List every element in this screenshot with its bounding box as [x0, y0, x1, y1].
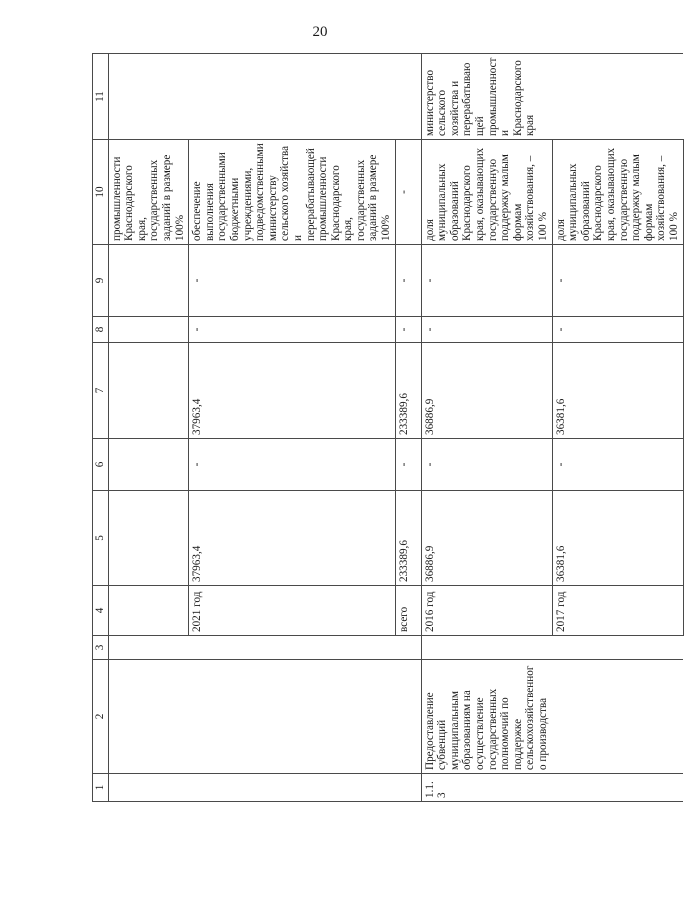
cell-indicator: промышленности Краснодарского края, государственных заданий в размере 100%: [108, 140, 189, 245]
cell-empty: [108, 245, 189, 317]
cell-value: 233389,6: [395, 343, 421, 439]
cell-empty: [552, 660, 683, 774]
cell-empty: [189, 660, 396, 774]
cell-activity-name: Предоставление субвенций муниципальным образованиям на осуществление государственных полномочий по поддержке сельскохозяйственного производства: [421, 660, 552, 774]
table-row: [421, 54, 552, 802]
cell-empty: [108, 774, 189, 802]
cell-total: 36381,6: [552, 491, 683, 586]
col-number: 1: [93, 774, 109, 802]
cell-value: 37963,4: [189, 343, 396, 439]
cell-year: всего: [395, 586, 421, 636]
cell-year: 2021 год: [189, 586, 396, 636]
col-number: 4: [93, 586, 109, 636]
page-number: 20: [312, 24, 328, 40]
cell-year: 2017 год: [552, 586, 683, 636]
cell-empty: [421, 636, 552, 660]
cell-value: -: [552, 439, 683, 491]
cell-empty: [189, 774, 396, 802]
cell-empty: [108, 343, 189, 439]
cell-total: 36886,9: [421, 491, 552, 586]
cell-value: -: [421, 245, 552, 317]
cell-total: 37963,4: [189, 491, 396, 586]
cell-empty: [108, 491, 189, 586]
col-number: 7: [93, 343, 109, 439]
table-row: [108, 54, 189, 802]
cell-empty: [108, 317, 189, 343]
cell-empty: [552, 54, 683, 140]
column-number-row: [93, 54, 109, 802]
table-row: [552, 54, 683, 802]
cell-empty: [108, 636, 189, 660]
cell-empty: [552, 774, 683, 802]
col-number: 11: [93, 54, 109, 140]
col-number: 3: [93, 636, 109, 660]
col-number: 2: [93, 660, 109, 774]
cell-value: -: [421, 439, 552, 491]
col-number: 8: [93, 317, 109, 343]
cell-value: -: [189, 439, 396, 491]
col-number: 5: [93, 491, 109, 586]
cell-value: -: [552, 317, 683, 343]
cell-year: 2016 год: [421, 586, 552, 636]
cell-indicator: -: [395, 140, 421, 245]
table-row: [395, 54, 421, 802]
cell-empty: [395, 660, 421, 774]
cell-item-number: 1.1.3: [421, 774, 552, 802]
cell-empty: [108, 586, 189, 636]
table-row: [189, 54, 396, 802]
cell-value: -: [395, 317, 421, 343]
cell-indicator: доля муниципальных образований Краснодарского края, оказывающих государственную поддержку малым формам хозяйствования, – 100 %: [552, 140, 683, 245]
program-activities-table: [92, 53, 684, 802]
col-number: 10: [93, 140, 109, 245]
cell-empty: [552, 636, 683, 660]
cell-value: -: [189, 245, 396, 317]
cell-empty: [108, 439, 189, 491]
cell-value: 36886,9: [421, 343, 552, 439]
cell-value: -: [421, 317, 552, 343]
col-number: 9: [93, 245, 109, 317]
cell-value: -: [189, 317, 396, 343]
cell-empty: [395, 774, 421, 802]
cell-value: -: [395, 439, 421, 491]
cell-total: 233389,6: [395, 491, 421, 586]
cell-indicator: доля муниципальных образований Краснодарского края, оказывающих государственную поддержку малым формам хозяйствования, – 100 %: [421, 140, 552, 245]
cell-value: -: [552, 245, 683, 317]
cell-empty: [108, 660, 189, 774]
cell-responsible: министерство сельского хозяйства и перерабатывающей промышленности Краснодарского края: [421, 54, 552, 140]
cell-empty: [108, 54, 189, 140]
cell-indicator: обеспечение выполнения государственными бюджетными учреждениями, подведомственными министерству сельского хозяйства и перерабатывающей промышленности Краснодарского края, государственных заданий в размере 100%: [189, 140, 396, 245]
rotated-table-wrapper: [92, 54, 680, 802]
cell-empty: [395, 54, 421, 140]
cell-empty: [189, 636, 396, 660]
col-number: 6: [93, 439, 109, 491]
cell-empty: [189, 54, 396, 140]
cell-value: 36381,6: [552, 343, 683, 439]
cell-value: -: [395, 245, 421, 317]
cell-empty: [395, 636, 421, 660]
